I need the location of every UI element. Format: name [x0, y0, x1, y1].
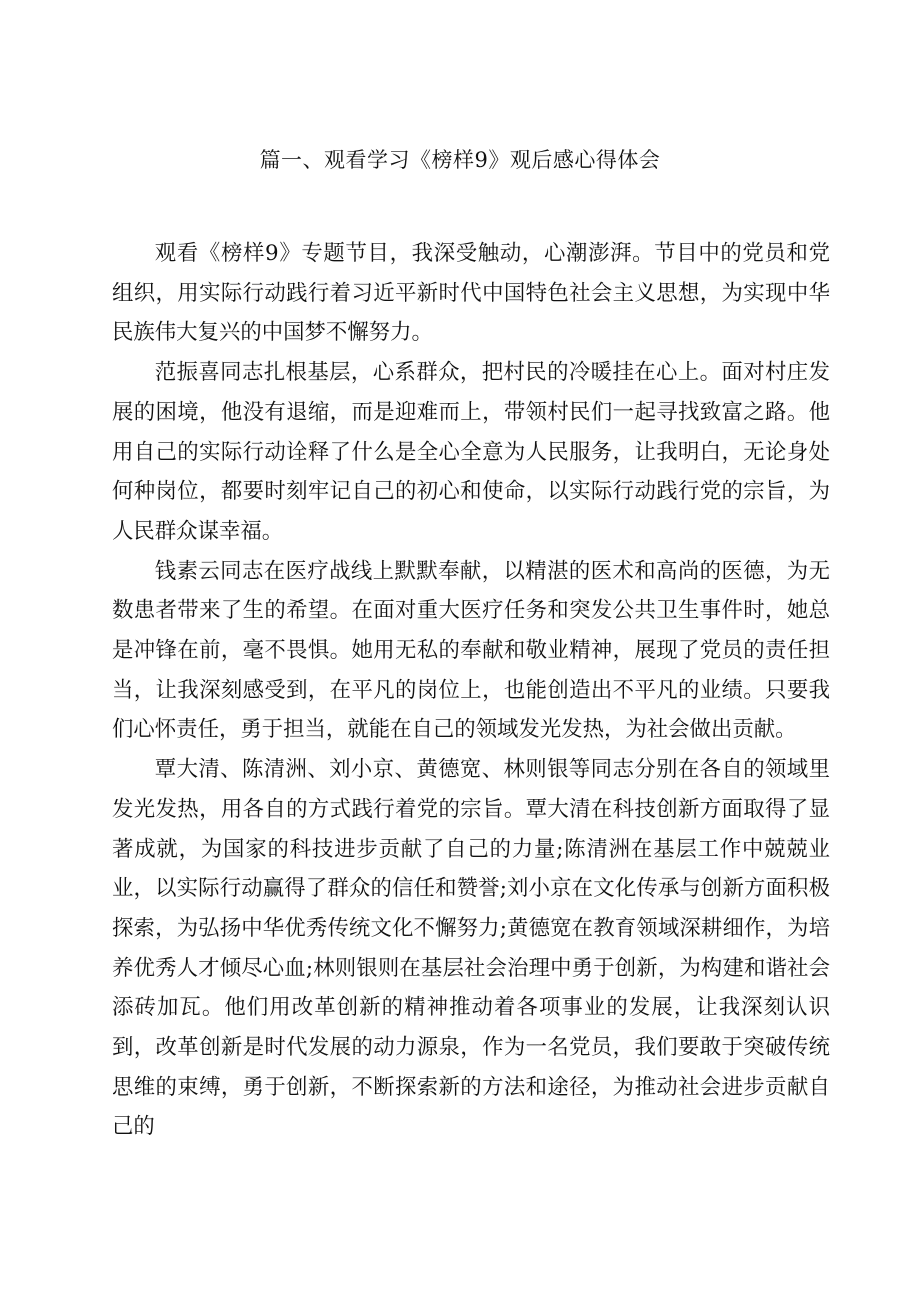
paragraph: 钱素云同志在医疗战线上默默奉献，以精湛的医术和高尚的医德，为无数患者带来了生的希望。在面对重大医疗任务和突发公共卫生事件时，她总是冲锋在前，毫不畏惧。她用无私的奉献和敬业精神，展现了党员的责任担当，让我深刻感受到，在平凡的岗位上，也能创造出不平凡的业绩。只要我们心怀责任，勇于担当，就能在自己的领域发光发热，为社会做出贡献。 — [112, 558, 830, 743]
document-title: 篇一、观看学习《榜样9》观后感心得体会 — [259, 148, 661, 172]
paragraph: 观看《榜样9》专题节目，我深受触动，心潮澎湃。节目中的党员和党组织，用实际行动践行着习近平新时代中国特色社会主义思想，为实现中华民族伟大复兴的中国梦不懈努力。 — [112, 241, 830, 346]
paragraph: 范振喜同志扎根基层，心系群众，把村民的冷暖挂在心上。面对村庄发展的困境，他没有退缩，而是迎难而上，带领村民们一起寻找致富之路。他用自己的实际行动诠释了什么是全心全意为人民服务，让我明白，无论身处何种岗位，都要时刻牢记自己的初心和使命，以实际行动践行党的宗旨，为人民群众谋幸福。 — [112, 360, 830, 544]
paragraph: 覃大清、陈清洲、刘小京、黄德宽、林则银等同志分别在各自的领域里发光发热，用各自的方式践行着党的宗旨。覃大清在科技创新方面取得了显著成就，为国家的科技进步贡献了自己的力量;陈清洲在基层工作中兢兢业业，以实际行动赢得了群众的信任和赞誉;刘小京在文化传承与创新方面积极探索，为弘扬中华优秀传统文化不懈努力;黄德宽在教育领域深耕细作，为培养优秀人才倾尽心血;林则银则在基层社会治理中勇于创新，为构建和谐社会添砖加瓦。他们用改革创新的精神推动着各项事业的发展，让我深刻认识到，改革创新是时代发展的动力源泉，作为一名党员，我们要敢于突破传统思维的束缚，勇于创新，不断探索新的方法和途径，为推动社会进步贡献自己的 — [112, 757, 830, 1140]
document-body — [112, 234, 830, 1147]
